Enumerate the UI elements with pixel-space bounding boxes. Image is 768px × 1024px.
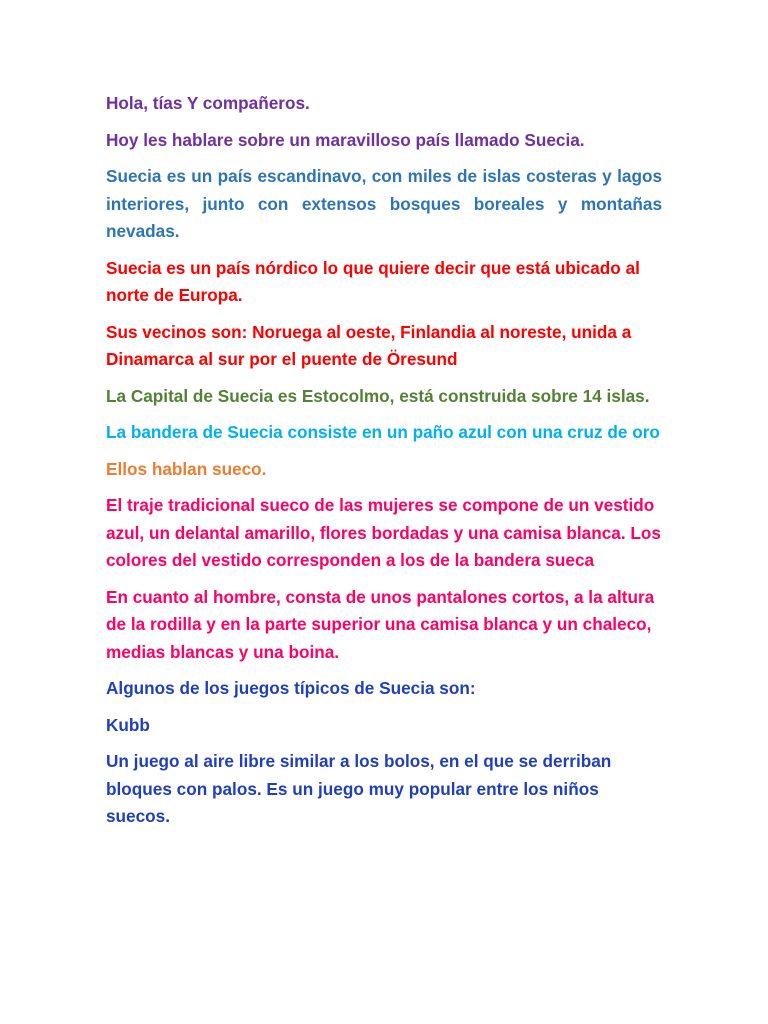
flag-paragraph: La bandera de Suecia consiste en un paño azul con una cruz de oro	[106, 422, 660, 442]
women-costume-paragraph: El traje tradicional sueco de las mujeres se compone de un vestido azul, un delantal amarillo, flores bordadas y una camisa blanca. Los colores del vestido corresponden a los de la bandera sueca	[106, 495, 661, 570]
kubb-title-paragraph: Kubb	[106, 714, 150, 735]
geography-paragraph: Suecia es un país escandinavo, con miles de islas costeras y lagos interiores, junto con extensos bosques boreales y montañas nevadas.	[106, 166, 662, 241]
games-heading-paragraph: Algunos de los juegos típicos de Suecia son:	[106, 678, 476, 698]
document-page	[106, 90, 662, 840]
greeting-paragraph: Hola, tías Y compañeros.	[106, 93, 310, 113]
intro-paragraph: Hoy les hablare sobre un maravilloso país llamado Suecia.	[106, 129, 585, 150]
neighbors-paragraph: Sus vecinos son: Noruega al oeste, Finlandia al noreste, unida a Dinamarca al sur por el puente de Öresund	[106, 321, 632, 369]
location-paragraph: Suecia es un país nórdico lo que quiere decir que está ubicado al norte de Europa.	[106, 257, 640, 305]
men-costume-paragraph: En cuanto al hombre, consta de unos pantalones cortos, a la altura de la rodilla y en la parte superior una camisa blanca y un chaleco, medias blancas y una boina.	[106, 586, 655, 662]
capital-paragraph: La Capital de Suecia es Estocolmo, está construida sobre 14 islas.	[106, 385, 650, 406]
language-paragraph: Ellos hablan sueco.	[106, 458, 267, 479]
kubb-description-paragraph: Un juego al aire libre similar a los bolos, en el que se derriban bloques con palos. Es un juego muy popular entre los niños suecos.	[106, 751, 612, 826]
